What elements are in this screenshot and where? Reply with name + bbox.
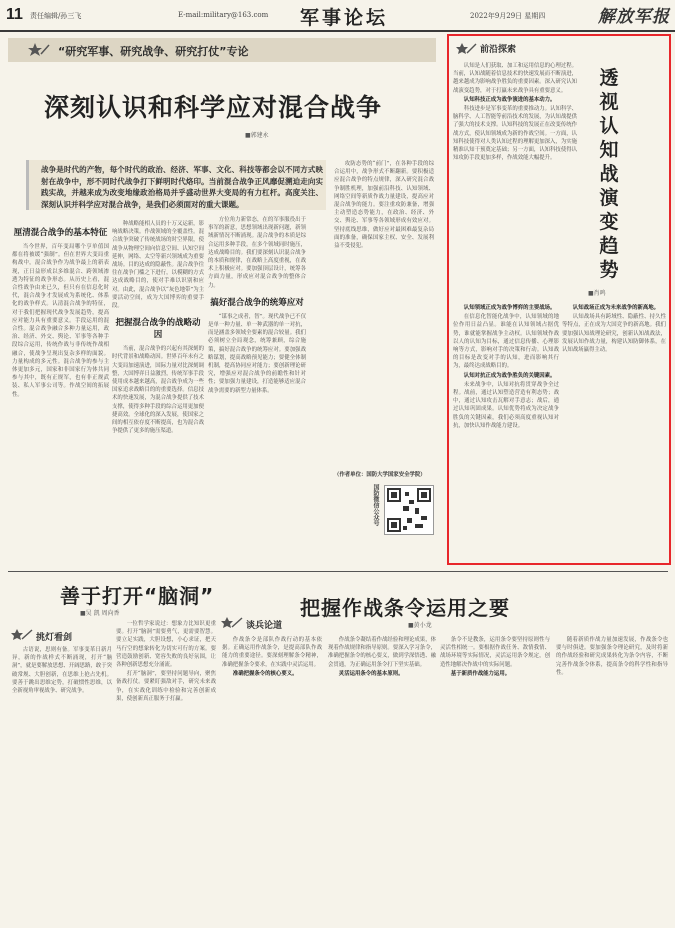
page-header: [0, 0, 675, 32]
article2-column-3-text: 未来战争中，认知对抗将贯穿战争全过程。战前，通过认知塑造营造有利态势；战中，通过认知攻击瓦解对手意志；战后，通过认知巩固成果。认知优势将成为决定战争胜负的关键因素，我们必须高度重视认知对抗，加快认知作战能力建设。: [453, 381, 559, 429]
article1-column-3b-text: “谋事之成者，智”。现代战争已不仅是单一种力量、单一种武器的单一对抗，而是涵盖多领域全要素的混合较量。我们必须树立全局观念，统筹兼顾，综合施策，搞好混合战争的统筹应对。要加强战略谋划，提高战略预见能力；要健全体制机制，提高协同应对能力；要创新理论研究，增强应对混合战争的前瞻性和针对性；要加强力量建设，打造能够适应混合战争需要的新型力量体系。: [208, 313, 306, 394]
article2-subheading-4: 认知战场正成为未来战争的新高地。: [572, 305, 660, 311]
section-divider: [8, 571, 668, 572]
article1-subheading-2: 把握混合战争的战略动因: [115, 318, 201, 341]
article1-byline: ■郭建永: [245, 132, 269, 139]
title-char: 演: [599, 187, 619, 209]
article1-column-3: [208, 160, 306, 562]
article4-column-4-text: 随着新质作战力量加速发展，作战条令也要与时俱进。要加强条令理论研究，及时将新的作战经验和研究成果转化为条令内容，不断完善作战条令体系，提高条令的科学性和指导性。: [556, 637, 668, 676]
article4-column-1: [222, 636, 322, 921]
article4-column-4: [556, 636, 668, 921]
title-char: 透: [599, 67, 619, 89]
feature-banner: [8, 38, 436, 62]
article2-column-2-text: 在信息化智能化战争中，认知领域的地位作用日益凸显。谁能在认知领域占据优势，谁就能掌握战争主动权。认知领域作战以人的认知为目标，通过信息传播、心理影响等方式，影响对手的决策和行动。认知战的目标是改变对手的认知，进而影响其行为，最终达成战略目的。: [453, 314, 559, 370]
article3-column-2: [116, 620, 216, 921]
page-number: 11: [6, 6, 23, 23]
article2-column-1-text: 科技进步是军事变革的重要推动力。认知科学、脑科学、人工智能等前沿技术的发展，为认知战提供了强大的技术支撑。认知科技的发展正在改变传统作战方式，使认知领域成为新的作战空间。一方面，认知科技使得对人类认知过程的理解更加深入，为实施精准认知干预奠定基础；另一方面，认知科技使得认知攻防手段更加多样，作战效能大幅提升。: [453, 106, 577, 162]
article1-column-1: [12, 220, 109, 562]
lead-paragraph: 战争是时代的产物，每个时代的政治、经济、军事、文化、科技等都会以不同方式映射在战争中，形不同时代战争打下鲜明时代烙印。当前混合战争正风靡促溯迫走向实践实战，并越来成为改变地缘政治格局并乎盛动世界大变局的有力杠杆。高度关注、深刻认识并科学应对混合战争，是我们必须面对的重大课题。: [41, 165, 323, 209]
article4-column-label: 谈兵论道: [246, 621, 283, 631]
article2-column-1: [453, 62, 577, 300]
qr-caption: 国防微信公众号: [372, 484, 379, 526]
article4-subheading-3: 基于新质作战能力运用。: [450, 670, 511, 677]
title-char: 视: [599, 91, 619, 113]
author-affiliation: （作者单位：国防大学国家安全学院）: [334, 472, 426, 478]
article4-subheading-2: 灵活运用条令的基本原则。: [338, 670, 404, 677]
title-char: 认: [599, 115, 619, 137]
article3-column-label: 挑灯看剑: [36, 633, 73, 643]
article3-byline: ■吴 凯 周向香: [80, 610, 120, 617]
article4-headline: 把握作战条令运用之要: [300, 596, 510, 620]
title-char: 变: [599, 211, 619, 233]
article4-column-3-text: 条令不是教条，运用条令要坚持原则性与灵活性相统一。要根据作战任务、敌情我情、战场环境等实际情况，灵活运用条令规定，创造性地解决作战中的实际问题。: [440, 637, 550, 668]
title-char: 知: [599, 139, 619, 161]
article1-column-2: [112, 220, 204, 562]
frontier-star-icon: [455, 42, 477, 56]
article4-byline: ■黄小龙: [408, 622, 432, 629]
article2-column-2: [453, 304, 559, 560]
section-title: 军事论坛: [300, 7, 389, 29]
title-char: 势: [599, 259, 619, 281]
article3-column-2-text: 一位哲学家说过：想象力比知识更重要。打开“脑洞”需要勇气，更需要智慧。要立足实践，大胆设想，小心求证，把天马行空的想象转化为切实可行的方案。要营造鼓励创新、宽容失败的良好氛围，让各种创新思想充分涌流。: [116, 621, 216, 669]
article1-subheading-3: 搞好混合战争的统筹应对: [210, 297, 304, 308]
article1-column-2-text: 种战略能相人员的十万又运新，影响战略决策。作战领域的全覆盖性。混合战争突破了传统战场的时空界限，使战争从物理空间向信息空间、认知空间延伸，网络、太空等新兴领域成为重要战场。目的达成的隐蔽性。混合战争往往在战争门槛之下进行，以模糊的方式达成战略目的，使对手难以识别和应对。由此，混合战争以“灰色地带”为主要活动空间，成为大国博弈的重要手段。: [112, 221, 204, 310]
article1-column-3-text: 方位角力新常态，在的军事服役出于事军的新意，思想领域出现新问题，新领域新情况不断涌现。混合战争的本质是综合运用多种手段，在多个领域同时施压，达成战略目的。我们要深刻认识混合战争的本质和规律，在战略上高度重视，在战术上积极应对。要加强顶层设计，统筹各方面力量，形成应对混合战争的整体合力。: [208, 217, 306, 289]
article3-column-3-text: 打开“脑洞”，要坚持问题导向，聚焦备战打仗。要紧盯强敌对手，研究未来战争，在实战化训练中检验和完善创新成果，使创新真正服务于打赢。: [116, 671, 216, 702]
article2-byline: ■肖鸣: [588, 290, 606, 297]
frontier-section-label: 前沿探索: [480, 45, 517, 55]
article2-subheading-1: 认知科技正成为战争演进的基本动力。: [463, 96, 556, 103]
article4-column-2: [328, 636, 436, 921]
banner-star-icon: [26, 42, 50, 58]
article2-vertical-title: [594, 66, 624, 282]
article1-headline: 深刻认识和科学应对混合战争: [44, 93, 383, 122]
date-line: 2022年9月29日 星期四: [470, 12, 546, 20]
article2-intro: 认知是人们获取、加工和运用信息的心理过程。当前，认知战随着信息技术的快速发展而不断演进，越来越成为影响战争胜负的重要因素。深入研究认知战演变趋势，对于打赢未来战争具有重要意义。: [453, 63, 577, 94]
gear-star-icon: [220, 616, 244, 630]
article3-column-1-text: 古语说，思则有备。军事变革日新月异，新的作战样式不断涌现，打开“脑洞”，就是要解放思想、开阔思路，敢于突破常规、大胆创新，在思维上抢占先机。要善于跳出思维定势，打破惯性思维，以全新视角审视战争、研究战争。: [12, 647, 112, 695]
article4-column-3: [440, 636, 550, 921]
qr-code-icon: [385, 486, 433, 534]
article1-column-4: [334, 160, 434, 478]
banner-text: “研究军事、研究战争、研究打仗”专论: [58, 45, 249, 58]
article1-subheading-1: 厘清混合战争的基本特征: [13, 228, 108, 238]
sword-icon: [10, 628, 34, 642]
article1-column-2b-text: 当前，混合战争的兴起有其深刻的时代背景和战略动因。世界百年未有之大变局加速演进，国际力量对比深刻调整，大国博弈日益激烈，传统军事手段使用成本越来越高，混合战争成为一些国家追求战略目的的重要选择。信息技术的快速发展，为混合战争提供了技术支撑，使得多种手段的综合运用更加便捷高效。全球化的深入发展，使国家之间的相互依存度不断提高，也为混合战争提供了更多的施压渠道。: [112, 346, 204, 435]
article2-column-3: [562, 304, 666, 560]
newspaper-logo: 解放军报: [598, 7, 670, 27]
article4-subheading-1: 准确把握条令的核心要义。: [232, 670, 298, 677]
title-char: 战: [599, 163, 619, 185]
article3-headline: 善于打开“脑洞”: [60, 584, 215, 608]
article4-column-2-text: 作战条令凝结着作战经验和理论成果，体现着作战规律和指导原则。要深入学习条令，准确把握条令的核心要义，做到学深悟透、融会贯通，为正确运用条令打下坚实基础。: [328, 637, 436, 668]
article2-column-4-text: 认知战场具有跨域性、隐蔽性、持久性等特点，正在成为大国竞争的新高地。我们要加强认知战理论研究，创新认知战战法，发展认知作战力量，构建认知防御体系，在认知战场赢得主动。: [562, 314, 666, 354]
article1-column-4-text: 攻防态势的“前门”，在各种手段的综合运用中，战争形式不断翻新。要积极适应混合战争的特点规律，深入研究混合战争制胜机理，加强前沿科技、认知领域、网络空间等新质作战力量建设，提高应对混合战争的能力。要注重攻防兼备，增强主动塑造态势能力，在政治、经济、外交、舆论、军事等各领域形成有效应对。坚持底线思维，做好应对最困难最复杂局面的准备，确保国家主权、安全、发展利益不受侵犯。: [334, 161, 434, 250]
article2-subheading-2: 认知领域正成为战争博弈的主要战场。: [463, 305, 556, 311]
article1-column-1-text: 当今世界，百年变局哪个亨单值国都在将被缓“强制”。但在世界大变局重构战中，混合战争作为战争最上的新表现，正日益形成以多维混合、跨领域渗透为特征的战争形态。从历史上看，混合性战争由来已久，但只有在信息化时代，混合战争才发展成为系统化、体系化的战争样式。认清混合战争的特征，对于我们把握现代战争发展趋势，提高应对能力具有重要意义。手段运用的混合性。混合战争融合多种力量运用，政治、经济、外交、舆论、军事等各种手段综合运用，传统作战与非传统作战相融合，使战争呈现出复杂多样的面貌。力量构成的多元性。混合战争的参与主体更加多元，国家和非国家行为体共同参与其中，既有正规军，也有非正规武装、私人军事公司等。作战空间的拓展性。: [12, 244, 109, 398]
email-address: E-mail:military@163.com: [178, 11, 269, 19]
editor-credit: 责任编辑/孙三飞: [30, 12, 82, 20]
article4-column-1-text: 作战条令是部队作战行动的基本依据。正确运用作战条令，是提高部队作战能力的重要途径。要深刻理解条令精神，准确把握条令要求，在实践中灵活运用。: [222, 637, 322, 668]
qr-code: [384, 485, 434, 535]
title-char: 趋: [599, 235, 619, 257]
article3-column-1: [12, 646, 112, 921]
article2-subheading-3: 认知对抗正成为战争胜负的关键因素。: [463, 372, 556, 379]
